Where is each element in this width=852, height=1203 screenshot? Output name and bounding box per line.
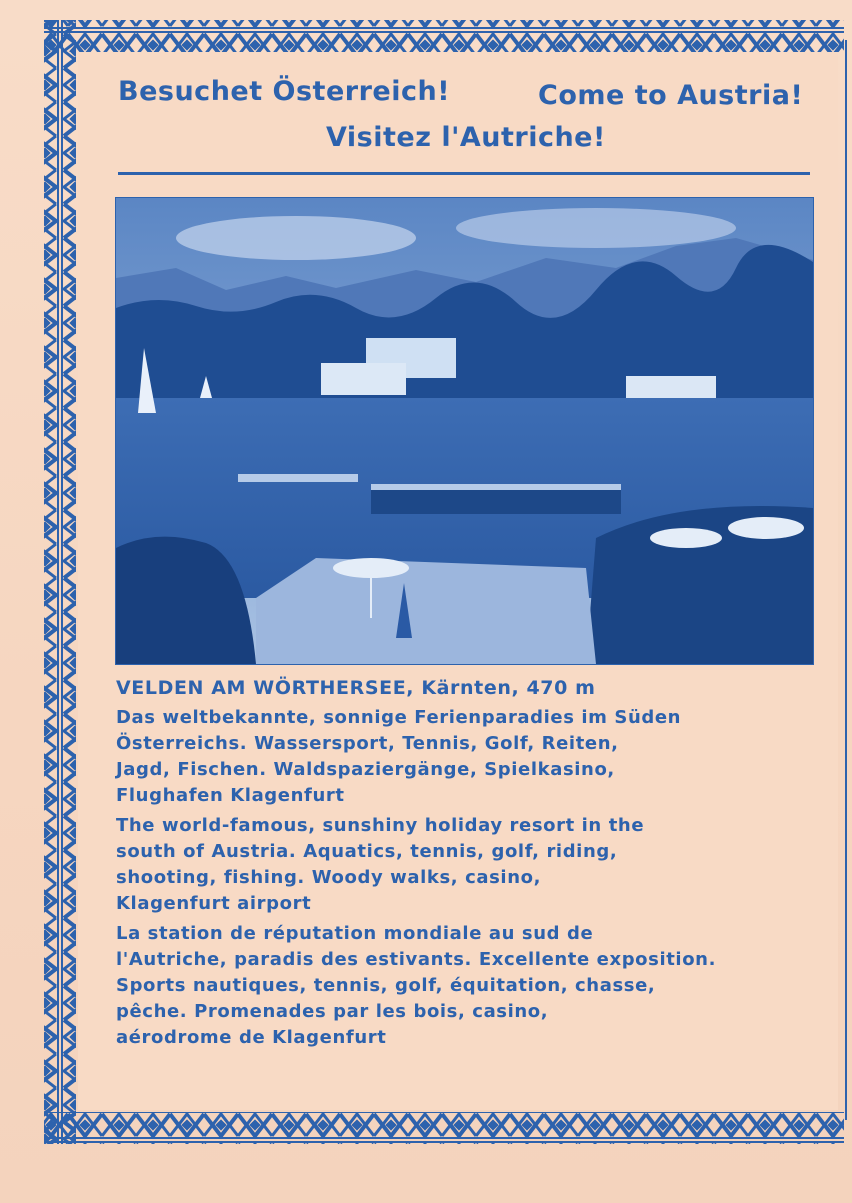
caption-title: VELDEN AM WÖRTHERSEE, Kärnten, 470 m (116, 677, 596, 699)
divider-rule (118, 172, 810, 175)
german-line: Flughafen Klagenfurt (116, 785, 345, 806)
content-panel (78, 52, 838, 1110)
english-line: shooting, fishing. Woody walks, casino, (116, 867, 542, 888)
english-line: south of Austria. Aquatics, tennis, golf, riding, (116, 841, 618, 862)
heading-english: Come to Austria! (538, 80, 804, 111)
french-line: aérodrome de Klagenfurt (116, 1027, 387, 1048)
paragraph-french (116, 921, 816, 1051)
german-line: Österreichs. Wassersport, Tennis, Golf, Reiten, (116, 733, 619, 754)
heading-french: Visitez l'Autriche! (326, 122, 606, 153)
caption (116, 677, 816, 1055)
heading-german: Besuchet Österreich! (118, 76, 451, 107)
french-line: Sports nautiques, tennis, golf, équitation, chasse, (116, 975, 656, 996)
lake-photo-illustration (116, 198, 813, 664)
german-line: Das weltbekannte, sonnige Ferienparadies im Süden (116, 707, 682, 728)
header (78, 72, 838, 162)
german-line: Jagd, Fischen. Waldspaziergänge, Spielkasino, (116, 759, 615, 780)
french-line: l'Autriche, paradis des estivants. Excellente exposition. (116, 949, 717, 970)
english-line: The world-famous, sunshiny holiday resort in the (116, 815, 645, 836)
french-line: La station de réputation mondiale au sud de (116, 923, 594, 944)
paragraph-german (116, 705, 816, 809)
lake-photo (115, 197, 814, 665)
paragraph-english (116, 813, 816, 917)
english-line: Klagenfurt airport (116, 893, 312, 914)
french-line: pêche. Promenades par les bois, casino, (116, 1001, 549, 1022)
